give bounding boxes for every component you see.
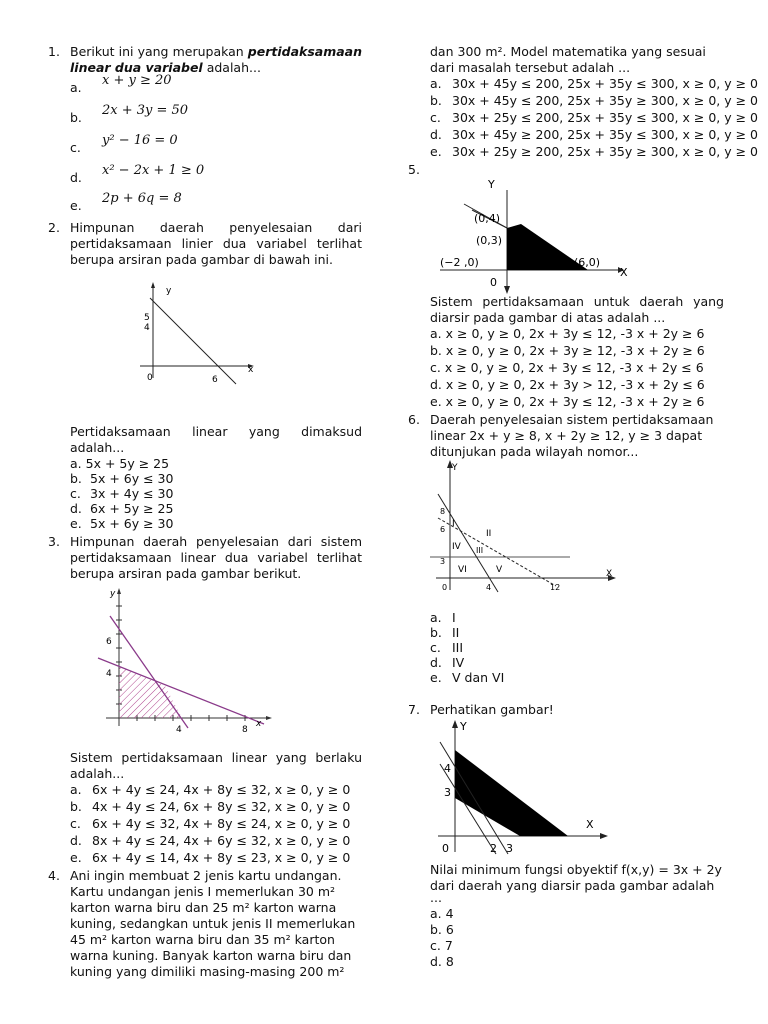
- q7-question: Nilai minimum fungsi obyektif f(x,y) = 3x + 2y dari daerah yang diarsir pada gambar adalah ...: [430, 862, 722, 905]
- q7-option-c: c. 7: [430, 938, 453, 953]
- q4-option-c: c. 30x + 25y ≤ 200, 25x + 35y ≤ 300, x ≥ 0, y ≥ 0: [430, 110, 758, 125]
- tick-label: 5: [144, 313, 150, 323]
- question-number: 7.: [408, 702, 420, 717]
- q6-option-b: b. II: [430, 625, 460, 640]
- q7-option-b: b. 6: [430, 922, 454, 937]
- q5-option-b: b. x ≥ 0, y ≥ 0, 2x + 3y ≥ 12, -3 x + 2y ≥ 6: [430, 343, 705, 358]
- q6-option-a: a. I: [430, 610, 456, 625]
- q2-question: Pertidaksamaan linear yang dimaksud adalah...: [70, 424, 362, 455]
- tick-label: 4: [106, 669, 112, 679]
- point-label: (0,4): [474, 212, 501, 225]
- q5-graph: [434, 172, 644, 294]
- question-number: 6.: [408, 412, 420, 427]
- q5-option-c: c. x ≥ 0, y ≥ 0, 2x + 3y ≤ 12, -3 x + 2y ≤ 6: [430, 360, 704, 375]
- question-number: 2.: [48, 220, 60, 235]
- tick-label: 0: [442, 583, 448, 592]
- q1-option-c: c. y² − 16 = 0: [70, 133, 178, 155]
- tick-label: 4: [486, 583, 492, 592]
- tick-label: 4: [176, 725, 182, 735]
- q1-option-a: a. x + y ≥ 20: [70, 73, 172, 95]
- x-axis-label: x: [256, 719, 262, 729]
- question-stem: Daerah penyelesaian sistem pertidaksamaan linear 2x + y ≥ 8, x + 2y ≥ 12, y ≥ 3 dapat ditunjukan pada wilayah nomor...: [430, 412, 714, 459]
- tick-label: 4: [144, 323, 150, 333]
- q3-question: Sistem pertidaksamaan linear yang berlaku adalah...: [70, 750, 362, 781]
- y-axis-label: Y: [460, 720, 467, 733]
- q3-option-b: b. 4x + 4y ≤ 24, 6x + 8y ≤ 32, x ≥ 0, y ≥ 0: [70, 799, 351, 814]
- x-axis-label: X: [620, 266, 628, 279]
- tick-label: 3: [444, 786, 451, 799]
- q2-graph: [130, 280, 260, 390]
- q1-option-e: e. 2p + 6q = 8: [70, 191, 182, 213]
- tick-label: 8: [242, 725, 248, 735]
- q2-option-e: e. 5x + 6y ≥ 30: [70, 516, 174, 531]
- question-5-number: 5.: [408, 162, 420, 177]
- x-axis-label: x: [248, 365, 254, 375]
- origin-label: 0: [490, 276, 497, 289]
- q7-graph: [430, 716, 610, 858]
- q3-option-a: a. 6x + 4y ≤ 24, 4x + 8y ≤ 32, x ≥ 0, y ≥ 0: [70, 782, 351, 797]
- q4-option-d: d. 30x + 45y ≥ 200, 25x + 35y ≤ 300, x ≥ 0, y ≥ 0: [430, 127, 758, 142]
- tick-label: 6: [106, 637, 112, 647]
- y-axis-label: y: [166, 286, 172, 296]
- point-label: (0,3): [476, 234, 503, 247]
- q6-option-d: d. IV: [430, 655, 465, 670]
- q1-option-b: b. 2x + 3y = 50: [70, 103, 189, 125]
- x-axis-label: X: [586, 818, 594, 831]
- tick-label: 8: [440, 507, 446, 516]
- q2-option-a: a. 5x + 5y ≥ 25: [70, 456, 170, 471]
- q6-option-c: c. III: [430, 640, 464, 655]
- q4-option-e: e. 30x + 25y ≥ 200, 25x + 35y ≥ 300, x ≥ 0, y ≥ 0: [430, 144, 758, 159]
- tick-label: 3: [506, 842, 513, 855]
- q3-option-d: d. 8x + 4y ≤ 24, 4x + 6y ≤ 32, x ≥ 0, y ≥ 0: [70, 833, 351, 848]
- q3-graph: [96, 586, 272, 738]
- y-axis-label: Y: [452, 463, 458, 473]
- question-number: 1.: [48, 44, 60, 59]
- q3-option-e: e. 6x + 4y ≤ 14, 4x + 8y ≤ 23, x ≥ 0, y ≥ 0: [70, 850, 351, 865]
- question-stem: Himpunan daerah penyelesaian dari sistem pertidaksamaan linear dua variabel terlihat berupa arsiran pada gambar berikut.: [70, 534, 362, 581]
- q1-option-d: d. x² − 2x + 1 ≥ 0: [70, 163, 205, 185]
- point-label: (6,0): [574, 256, 601, 269]
- tick-label: 6: [212, 375, 218, 385]
- q2-option-b: b. 5x + 6y ≤ 30: [70, 471, 174, 486]
- q4-continuation: dan 300 m². Model matematika yang sesuai dari masalah tersebut adalah ...: [430, 44, 706, 75]
- region-label: IV: [452, 542, 461, 552]
- tick-label: 2: [490, 842, 497, 855]
- region-label: II: [486, 529, 492, 539]
- region-label: I: [452, 519, 455, 529]
- question-number: 3.: [48, 534, 60, 549]
- q5-question: Sistem pertidaksamaan untuk daerah yang diarsir pada gambar di atas adalah ...: [430, 294, 724, 325]
- q7-option-d: d. 8: [430, 954, 454, 969]
- q6-option-e: e. V dan VI: [430, 670, 505, 685]
- y-axis-label: Y: [488, 178, 495, 191]
- q7-option-a: a. 4: [430, 906, 454, 921]
- region-label: III: [476, 546, 484, 555]
- tick-label: 6: [440, 525, 446, 534]
- q2-option-c: c. 3x + 4y ≤ 30: [70, 486, 174, 501]
- q3-option-c: c. 6x + 4y ≤ 32, 4x + 8y ≤ 24, x ≥ 0, y ≥ 0: [70, 816, 351, 831]
- q4-option-a: a. 30x + 45y ≤ 200, 25x + 35y ≤ 300, x ≥ 0, y ≥ 0: [430, 76, 758, 91]
- q6-graph: [430, 460, 620, 600]
- x-axis-label: X: [606, 569, 613, 579]
- y-axis-label: y: [110, 589, 116, 599]
- q5-option-a: a. x ≥ 0, y ≥ 0, 2x + 3y ≤ 12, -3 x + 2y ≥ 6: [430, 326, 705, 341]
- question-stem: Perhatikan gambar!: [430, 702, 554, 717]
- question-stem: Himpunan daerah penyelesaian dari pertidaksamaan linier dua variabel terlihat berupa arsiran pada gambar di bawah ini.: [70, 220, 362, 267]
- tick-label: 4: [444, 762, 451, 775]
- tick-label: 0: [147, 373, 153, 383]
- point-label: (−2 ,0): [440, 256, 479, 269]
- q2-option-d: d. 6x + 5y ≥ 25: [70, 501, 174, 516]
- q4-option-b: b. 30x + 45y ≤ 200, 25x + 35y ≥ 300, x ≥ 0, y ≥ 0: [430, 93, 758, 108]
- question-number: 4.: [48, 868, 60, 883]
- question-stem: Berikut ini yang merupakan pertidaksamaan linear dua variabel adalah...: [70, 44, 362, 75]
- q5-option-d: d. x ≥ 0, y ≥ 0, 2x + 3y > 12, -3 x + 2y ≤ 6: [430, 377, 705, 392]
- question-stem: Ani ingin membuat 2 jenis kartu undangan. Kartu undangan jenis I memerlukan 30 m² karton warna biru dan 25 m² karton warna kuning, sedangkan untuk jenis II memerlukan 45 m² karton warna biru dan 35 m² karton warna kuning. Banyak karton warna biru dan kuning yang dimiliki masing-masing 200 m²: [70, 868, 356, 979]
- q5-option-e: e. x ≥ 0, y ≥ 0, 2x + 3y ≤ 12, -3 x + 2y ≥ 6: [430, 394, 705, 409]
- tick-label: 12: [550, 583, 561, 592]
- tick-label: 3: [440, 557, 446, 566]
- tick-label: 0: [442, 842, 449, 855]
- region-label: V: [496, 565, 503, 575]
- region-label: VI: [458, 565, 467, 575]
